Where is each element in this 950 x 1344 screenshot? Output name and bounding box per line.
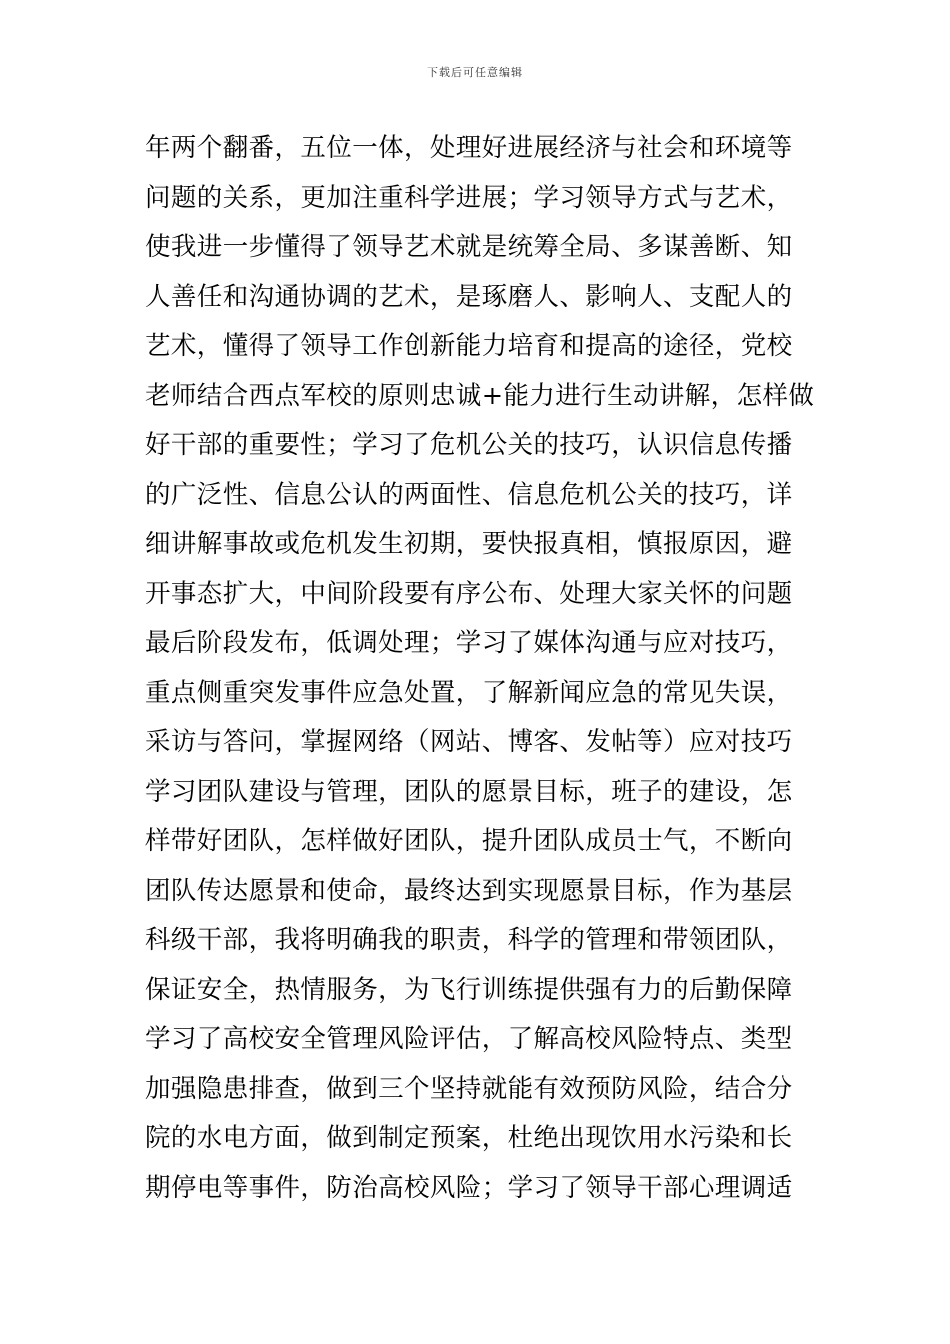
- text-line: 好干部的重要性；学习了危机公关的技巧，认识信息传播: [145, 430, 793, 460]
- text-line: 院的水电方面，做到制定预案，杜绝出现饮用水污染和长: [145, 1123, 793, 1153]
- text-line: 最后阶段发布，低调处理；学习了媒体沟通与应对技巧，: [145, 628, 793, 658]
- text-line: 采访与答问，掌握网络（网站、博客、发帖等）应对技巧: [145, 727, 793, 757]
- text-line: 使我进一步懂得了领导艺术就是统筹全局、多谋善断、知: [145, 232, 793, 262]
- text-line: 团队传达愿景和使命，最终达到实现愿景目标，作为基层: [145, 875, 793, 906]
- text-line: 细讲解事故或危机发生初期，要快报真相，慎报原因，避: [145, 529, 793, 559]
- text-line: 的广泛性、信息公认的两面性、信息危机公关的技巧，详: [145, 479, 793, 510]
- text-line: 开事态扩大，中间阶段要有序公布、处理大家关怀的问题: [145, 578, 793, 609]
- text-line: 学习了高校安全管理风险评估，了解高校风险特点、类型: [145, 1024, 793, 1054]
- body-text: [145, 124, 815, 1213]
- text-line: 重点侧重突发事件应急处置，了解新闻应急的常见失误，: [145, 677, 793, 708]
- text-line: 加强隐患排查，做到三个坚持就能有效预防风险，结合分: [145, 1073, 793, 1104]
- text-line: 问题的关系，更加注重科学进展；学习领导方式与艺术，: [145, 182, 793, 213]
- text-line: 人善任和沟通协调的艺术，是琢磨人、影响人、支配人的: [145, 281, 793, 312]
- text-line: 学习团队建设与管理，团队的愿景目标，班子的建设，怎: [145, 776, 793, 807]
- text-line: 科级干部，我将明确我的职责，科学的管理和带领团队，: [145, 925, 793, 955]
- text-line: 年两个翻番，五位一体，处理好进展经济与社会和环境等: [145, 133, 793, 163]
- page-header-note: 下载后可任意编辑: [427, 66, 523, 79]
- text-line: 老师结合西点军校的原则忠诚+能力进行生动讲解，怎样做: [145, 380, 815, 411]
- text-line: 样带好团队，怎样做好团队，提升团队成员士气，不断向: [145, 826, 793, 856]
- text-line: 艺术，懂得了领导工作创新能力培育和提高的途径，党校: [145, 331, 793, 361]
- text-line: 保证安全，热情服务，为飞行训练提供强有力的后勤保障: [145, 974, 793, 1005]
- text-line: 期停电等事件，防治高校风险；学习了领导干部心理调适: [145, 1172, 793, 1203]
